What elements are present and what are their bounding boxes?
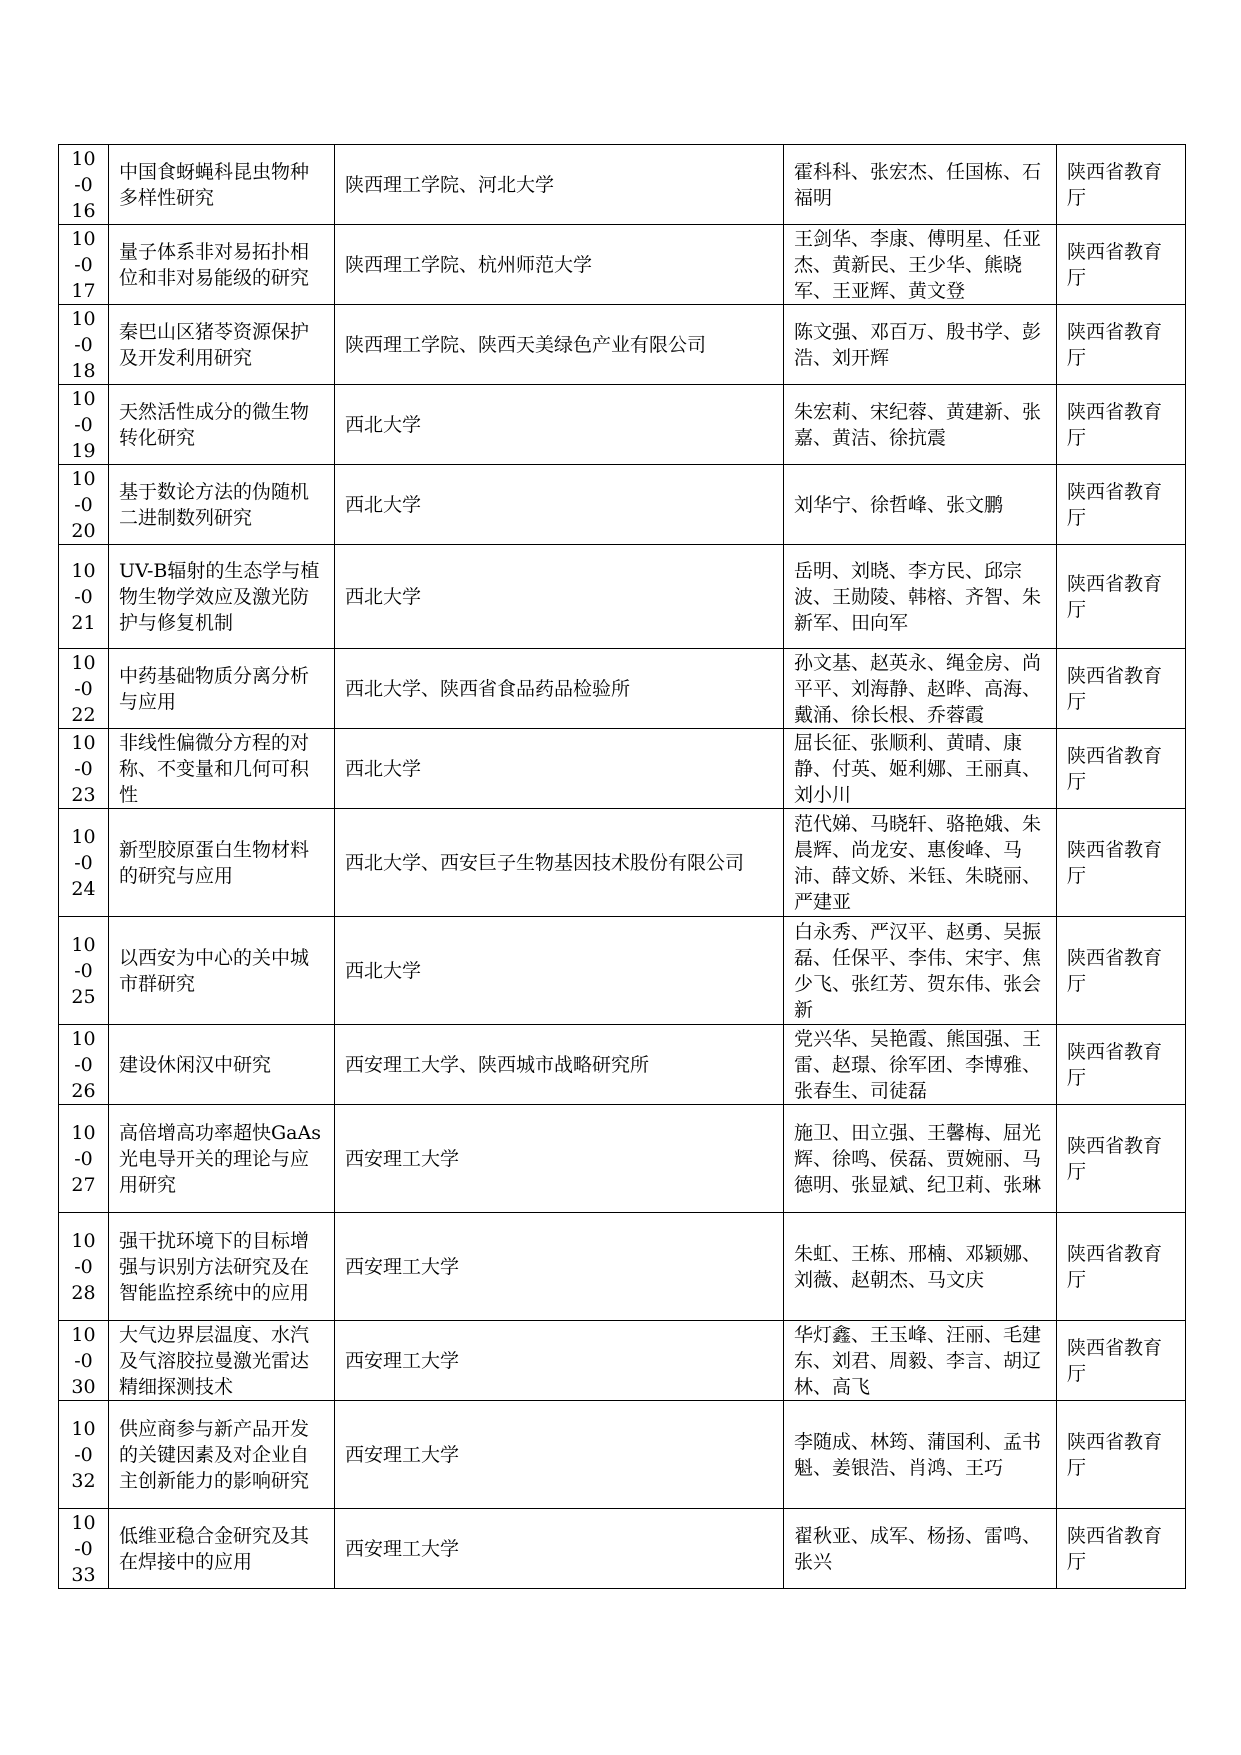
project-title-cell: 天然活性成分的微生物转化研究 [109,385,335,465]
project-title-cell: 量子体系非对易拓扑相位和非对易能级的研究 [109,225,335,305]
project-id-cell: 10-024 [59,809,109,917]
recommending-dept-cell: 陕西省教育厅 [1057,917,1186,1025]
project-title-cell: 强干扰环境下的目标增强与识别方法研究及在智能监控系统中的应用 [109,1213,335,1321]
project-id-cell: 10-022 [59,649,109,729]
project-id-cell: 10-020 [59,465,109,545]
completing-units-cell: 陕西理工学院、河北大学 [335,145,784,225]
project-title-cell: 非线性偏微分方程的对称、不变量和几何可积性 [109,729,335,809]
project-title-cell: 中药基础物质分离分析与应用 [109,649,335,729]
team-members-cell: 党兴华、吴艳霞、熊国强、王雷、赵璟、徐军团、李博雅、张春生、司徒磊 [784,1025,1057,1105]
table-row [59,145,1186,225]
completing-units-cell: 西北大学 [335,545,784,649]
table-row [59,1401,1186,1509]
team-members-cell: 白永秀、严汉平、赵勇、吴振磊、任保平、李伟、宋宇、焦少飞、张红芳、贺东伟、张会新 [784,917,1057,1025]
table-row [59,649,1186,729]
project-id-cell: 10-023 [59,729,109,809]
project-title-cell: 供应商参与新产品开发的关键因素及对企业自主创新能力的影响研究 [109,1401,335,1509]
team-members-cell: 翟秋亚、成军、杨扬、雷鸣、张兴 [784,1509,1057,1589]
project-id-cell: 10-026 [59,1025,109,1105]
table-body [59,145,1186,1589]
recommending-dept-cell: 陕西省教育厅 [1057,649,1186,729]
completing-units-cell: 西安理工大学 [335,1213,784,1321]
table-row [59,305,1186,385]
project-id-cell: 10-030 [59,1321,109,1401]
table-row [59,465,1186,545]
recommending-dept-cell: 陕西省教育厅 [1057,729,1186,809]
team-members-cell: 陈文强、邓百万、殷书学、彭浩、刘开辉 [784,305,1057,385]
recommending-dept-cell: 陕西省教育厅 [1057,1509,1186,1589]
project-id-cell: 10-018 [59,305,109,385]
completing-units-cell: 陕西理工学院、陕西天美绿色产业有限公司 [335,305,784,385]
completing-units-cell: 西北大学 [335,917,784,1025]
completing-units-cell: 西北大学 [335,729,784,809]
table-row [59,1105,1186,1213]
team-members-cell: 霍科科、张宏杰、任国栋、石福明 [784,145,1057,225]
project-id-cell: 10-021 [59,545,109,649]
team-members-cell: 王剑华、李康、傅明星、任亚杰、黄新民、王少华、熊晓军、王亚辉、黄文登 [784,225,1057,305]
project-title-cell: UV-B辐射的生态学与植物生物学效应及激光防护与修复机制 [109,545,335,649]
project-id-cell: 10-019 [59,385,109,465]
team-members-cell: 华灯鑫、王玉峰、汪丽、毛建东、刘君、周毅、李言、胡辽林、高飞 [784,1321,1057,1401]
table-row [59,917,1186,1025]
project-id-cell: 10-017 [59,225,109,305]
completing-units-cell: 西安理工大学 [335,1321,784,1401]
table-row [59,225,1186,305]
recommending-dept-cell: 陕西省教育厅 [1057,809,1186,917]
recommending-dept-cell: 陕西省教育厅 [1057,145,1186,225]
team-members-cell: 朱宏莉、宋纪蓉、黄建新、张嘉、黄洁、徐抗震 [784,385,1057,465]
table-row [59,385,1186,465]
completing-units-cell: 西安理工大学、陕西城市战略研究所 [335,1025,784,1105]
team-members-cell: 施卫、田立强、王馨梅、屈光辉、徐鸣、侯磊、贾婉丽、马德明、张显斌、纪卫莉、张琳 [784,1105,1057,1213]
project-id-cell: 10-025 [59,917,109,1025]
completing-units-cell: 西北大学、西安巨子生物基因技术股份有限公司 [335,809,784,917]
project-id-cell: 10-028 [59,1213,109,1321]
table-row [59,1025,1186,1105]
recommending-dept-cell: 陕西省教育厅 [1057,305,1186,385]
project-title-cell: 秦巴山区猪苓资源保护及开发利用研究 [109,305,335,385]
project-title-cell: 大气边界层温度、水汽及气溶胶拉曼激光雷达精细探测技术 [109,1321,335,1401]
recommending-dept-cell: 陕西省教育厅 [1057,1401,1186,1509]
table-row [59,809,1186,917]
completing-units-cell: 西北大学 [335,465,784,545]
team-members-cell: 刘华宁、徐哲峰、张文鹏 [784,465,1057,545]
project-id-cell: 10-032 [59,1401,109,1509]
table-row [59,1213,1186,1321]
table-row [59,1509,1186,1589]
completing-units-cell: 陕西理工学院、杭州师范大学 [335,225,784,305]
project-title-cell: 中国食蚜蝇科昆虫物种多样性研究 [109,145,335,225]
recommending-dept-cell: 陕西省教育厅 [1057,465,1186,545]
team-members-cell: 范代娣、马晓轩、骆艳娥、朱晨辉、尚龙安、惠俊峰、马沛、薛文娇、米钰、朱晓丽、严建亚 [784,809,1057,917]
completing-units-cell: 西北大学 [335,385,784,465]
team-members-cell: 孙文基、赵英永、绳金房、尚平平、刘海静、赵晔、高海、戴涌、徐长根、乔蓉霞 [784,649,1057,729]
project-title-cell: 低维亚稳合金研究及其在焊接中的应用 [109,1509,335,1589]
recommending-dept-cell: 陕西省教育厅 [1057,545,1186,649]
team-members-cell: 李随成、林筠、蒲国利、孟书魁、姜银浩、肖鸿、王巧 [784,1401,1057,1509]
team-members-cell: 朱虹、王栋、邢楠、邓颖娜、刘薇、赵朝杰、马文庆 [784,1213,1057,1321]
team-members-cell: 屈长征、张顺利、黄晴、康静、付英、姬利娜、王丽真、刘小川 [784,729,1057,809]
completing-units-cell: 西安理工大学 [335,1509,784,1589]
project-title-cell: 基于数论方法的伪随机二进制数列研究 [109,465,335,545]
project-title-cell: 高倍增高功率超快GaAs光电导开关的理论与应用研究 [109,1105,335,1213]
completing-units-cell: 西安理工大学 [335,1401,784,1509]
project-title-cell: 以西安为中心的关中城市群研究 [109,917,335,1025]
table-row [59,729,1186,809]
project-title-cell: 新型胶原蛋白生物材料的研究与应用 [109,809,335,917]
table-row [59,1321,1186,1401]
completing-units-cell: 西北大学、陕西省食品药品检验所 [335,649,784,729]
recommending-dept-cell: 陕西省教育厅 [1057,385,1186,465]
recommending-dept-cell: 陕西省教育厅 [1057,1213,1186,1321]
completing-units-cell: 西安理工大学 [335,1105,784,1213]
recommending-dept-cell: 陕西省教育厅 [1057,225,1186,305]
project-id-cell: 10-027 [59,1105,109,1213]
award-table [58,144,1186,1589]
recommending-dept-cell: 陕西省教育厅 [1057,1105,1186,1213]
project-id-cell: 10-033 [59,1509,109,1589]
recommending-dept-cell: 陕西省教育厅 [1057,1321,1186,1401]
recommending-dept-cell: 陕西省教育厅 [1057,1025,1186,1105]
project-title-cell: 建设休闲汉中研究 [109,1025,335,1105]
project-id-cell: 10-016 [59,145,109,225]
team-members-cell: 岳明、刘晓、李方民、邱宗波、王勋陵、韩榕、齐智、朱新军、田向军 [784,545,1057,649]
table-row [59,545,1186,649]
